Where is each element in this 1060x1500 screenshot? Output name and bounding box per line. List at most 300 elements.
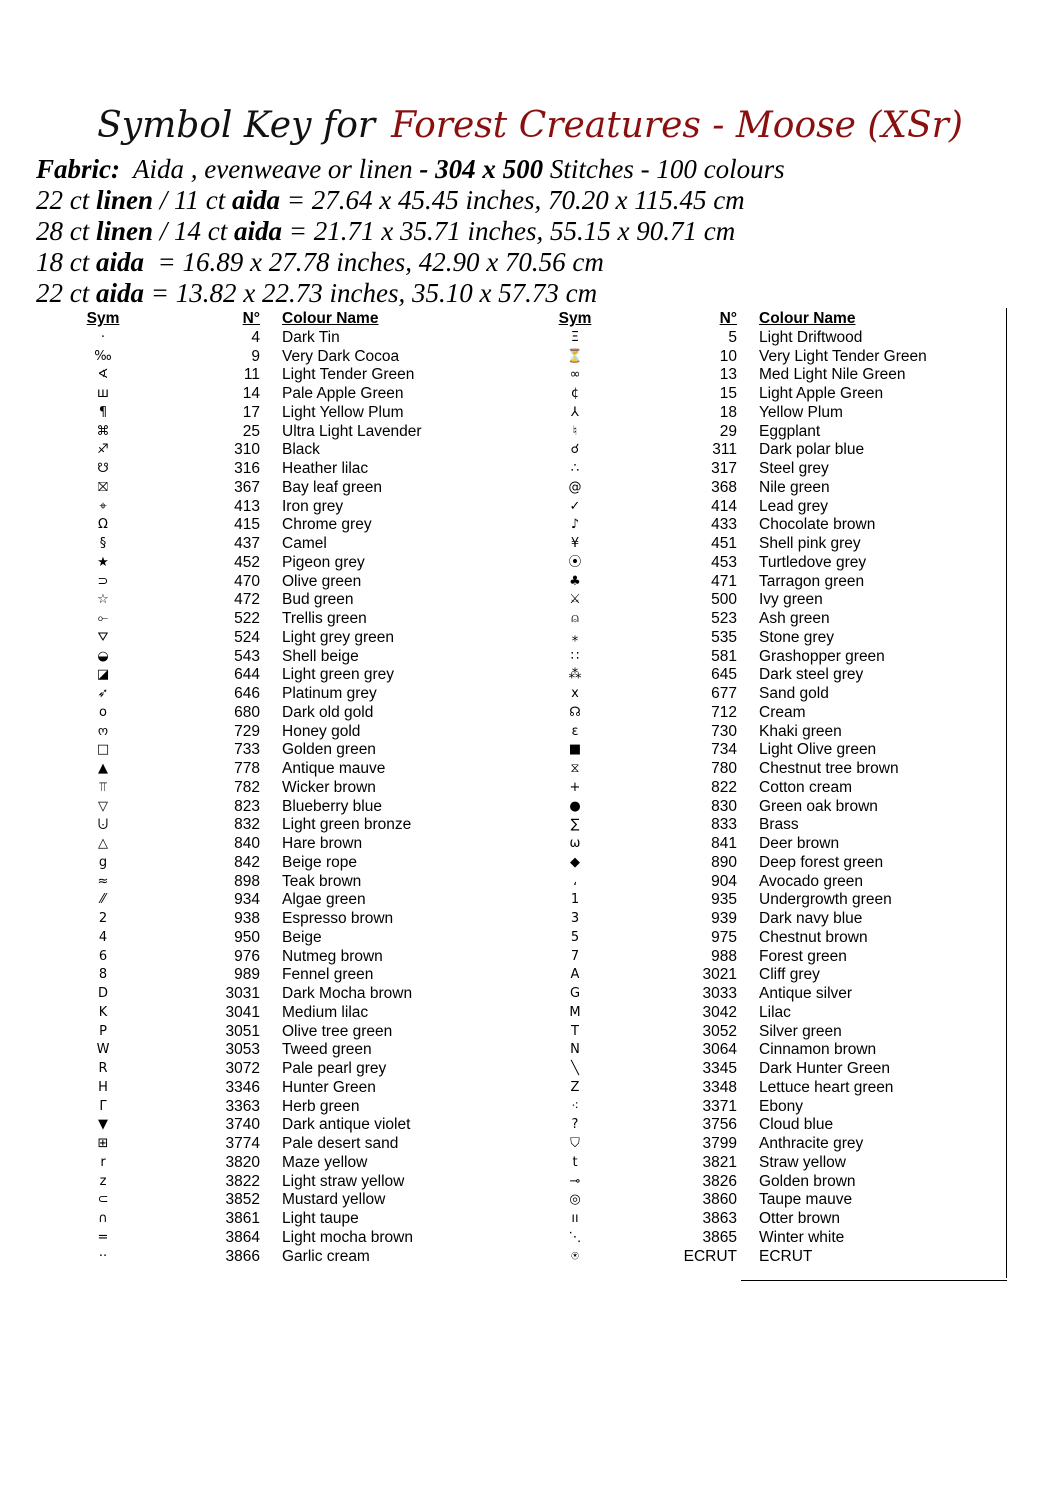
symbol-icon: ⁂ (568, 667, 582, 683)
colour-name: Pale desert sand (282, 1135, 399, 1152)
table-row (76, 1173, 502, 1192)
table-row (550, 498, 979, 517)
colour-number: 3860 (702, 1191, 737, 1209)
colour-number: 470 (234, 572, 260, 590)
table-row (550, 985, 979, 1004)
colour-name: Undergrowth green (759, 891, 892, 909)
symbol-icon: H (98, 1079, 108, 1095)
bottom-border-line (741, 1280, 1007, 1281)
table-row (550, 648, 979, 667)
table-row (550, 1191, 979, 1210)
symbol-icon: x (571, 686, 579, 701)
colour-name: Eggplant (759, 422, 821, 440)
symbol-icon: ● (569, 798, 581, 814)
table-row (76, 535, 502, 554)
colour-number: 645 (711, 666, 737, 684)
symbol-icon: ◎ (569, 1192, 581, 1208)
table-row (76, 985, 502, 1004)
colour-name: ECRUT (759, 1247, 813, 1265)
colour-name: Winter white (759, 1228, 845, 1246)
colour-name: Antique mauve (282, 760, 386, 777)
table-row (550, 385, 979, 404)
table-row (550, 366, 979, 385)
table-row (550, 891, 979, 910)
fabric-line (36, 154, 785, 185)
table-row (550, 348, 979, 367)
colour-name: Mustard yellow (282, 1191, 386, 1209)
colour-number: 3031 (225, 985, 260, 1002)
table-row (550, 1173, 979, 1192)
symbol-icon: ⚔ (569, 592, 581, 608)
symbol-icon: ? (571, 1117, 579, 1133)
colour-name: Hare brown (282, 835, 363, 852)
symbol-icon: M (569, 1004, 581, 1020)
colour-number: 472 (234, 591, 260, 609)
table-row (550, 948, 979, 967)
table-row (76, 704, 502, 723)
colour-number: 3866 (225, 1247, 260, 1265)
table-row (550, 479, 979, 498)
colour-number: 500 (711, 591, 737, 609)
table-row (550, 760, 979, 779)
symbol-icon: ◒ (97, 648, 109, 664)
table-row (550, 1004, 979, 1023)
symbol-icon: ☋ (97, 461, 109, 476)
colour-number: 3053 (225, 1041, 260, 1059)
colour-name: Sand gold (759, 685, 829, 702)
colour-name: Ebony (759, 1097, 803, 1115)
table-row (550, 1041, 979, 1060)
colour-name: Golden brown (759, 1172, 856, 1190)
title-lead: Symbol Key for (97, 105, 376, 146)
symbol-icon: N (570, 1042, 580, 1058)
colour-number: 833 (711, 816, 737, 834)
symbol-icon: ⋱ (568, 1229, 582, 1245)
colour-number: 3033 (702, 985, 737, 1002)
symbol-icon: r (100, 1154, 106, 1170)
table-row (550, 723, 979, 742)
colour-number: 938 (234, 910, 260, 927)
colour-number: 3774 (225, 1135, 260, 1152)
table-row (550, 1060, 979, 1079)
colour-number: 975 (711, 928, 737, 946)
symbol-icon: ∷ (570, 648, 580, 664)
colour-number: 11 (243, 366, 260, 384)
colour-name: Steel grey (759, 460, 829, 477)
size-line (36, 247, 785, 278)
colour-name: Light Olive green (759, 741, 877, 759)
symbol-icon: 1 (570, 892, 580, 908)
table-row (76, 385, 502, 404)
symbol-icon: R (98, 1061, 108, 1076)
colour-name: Stone grey (759, 628, 834, 646)
table-row (550, 779, 979, 798)
table-row (76, 610, 502, 629)
symbol-icon: ⏳ (566, 348, 584, 364)
colour-number: 581 (711, 647, 737, 665)
table-row (76, 873, 502, 892)
colour-number: 535 (711, 628, 737, 646)
colour-name: Black (282, 441, 320, 459)
table-row (76, 441, 502, 460)
colour-name: Cinnamon brown (759, 1041, 877, 1059)
colour-name: Nutmeg brown (282, 947, 383, 965)
colour-number: 988 (711, 947, 737, 965)
table-row (76, 479, 502, 498)
colour-number: 934 (234, 891, 260, 909)
symbol-icon: § (99, 536, 107, 551)
symbol-icon: ⧖ (570, 761, 580, 776)
stitch-count: Stitches - 100 colours (543, 154, 785, 184)
symbol-icon: 3 (570, 911, 580, 926)
table-row (550, 1248, 979, 1267)
table-row (76, 648, 502, 667)
table-row (76, 854, 502, 873)
table-row (550, 854, 979, 873)
colour-name: Light taupe (282, 1210, 359, 1227)
symbol-icon: ◆ (570, 854, 580, 870)
colour-number: 523 (711, 610, 737, 627)
colour-number: 734 (711, 741, 737, 759)
symbol-icon: · (100, 329, 106, 345)
symbol-icon: ✓ (569, 498, 581, 514)
colour-name: Grashopper green (759, 647, 885, 665)
table-row (76, 1004, 502, 1023)
colour-number: 3346 (225, 1078, 260, 1096)
colour-name: Pale Apple Green (282, 385, 404, 402)
symbol-icon: + (569, 779, 581, 795)
fabric-label: Fabric: (36, 154, 120, 184)
right-border-line (1006, 308, 1007, 1278)
table-header-row (550, 310, 979, 329)
colour-number: 778 (234, 760, 260, 777)
colour-number: 29 (719, 422, 737, 440)
symbol-icon: Γ (99, 1098, 107, 1114)
dimensions: = 21.71 x 35.71 inches, 55.15 x 90.71 cm (282, 216, 736, 246)
colour-name-header: Colour Name (759, 310, 856, 327)
symbol-icon: ≈ (97, 873, 109, 889)
colour-name: Khaki green (759, 722, 842, 740)
symbol-icon: ▼ (98, 1117, 108, 1133)
table-row (76, 1116, 502, 1135)
size-line (36, 216, 785, 247)
colour-name: Tweed green (282, 1041, 372, 1059)
sym-header: Sym (558, 310, 592, 327)
colour-name: Heather lilac (282, 460, 369, 477)
symbol-icon: ⁎ (571, 629, 579, 645)
colour-name: Chestnut tree brown (759, 760, 899, 777)
fabric-bold: aida (96, 278, 145, 308)
colour-name: Camel (282, 535, 327, 552)
table-row (76, 460, 502, 479)
table-row (550, 1210, 979, 1229)
symbol-icon: G (569, 986, 581, 1001)
fabric-bold: aida (234, 216, 283, 246)
table-row (550, 610, 979, 629)
pattern-name: Forest Creatures - Moose (XSr) (391, 105, 963, 146)
colour-name: Cliff grey (759, 966, 820, 984)
table-row (550, 929, 979, 948)
colour-number: 733 (234, 741, 260, 759)
symbol-icon: = (97, 1229, 109, 1245)
colour-number: 413 (234, 497, 260, 515)
colour-name: Honey gold (282, 722, 361, 740)
colour-number: 890 (711, 853, 737, 871)
table-row (76, 760, 502, 779)
table-row (76, 329, 502, 348)
colour-number: 3051 (225, 1022, 260, 1040)
table-row (76, 573, 502, 592)
symbol-icon: ⫪ (99, 779, 107, 795)
symbol-key-table-right (550, 310, 979, 1266)
table-row (550, 1135, 979, 1154)
table-row (76, 1154, 502, 1173)
symbol-icon: ⊞ (97, 1136, 109, 1151)
symbol-icon: ⁖ (571, 1098, 579, 1114)
table-row (76, 1135, 502, 1154)
colour-number: 841 (711, 835, 737, 852)
symbol-icon: g (98, 854, 108, 870)
symbol-icon: @ (568, 479, 582, 495)
table-row (76, 666, 502, 685)
size-line (36, 278, 785, 309)
table-row (550, 404, 979, 423)
colour-number: 3852 (225, 1191, 260, 1209)
fabric-types: Aida , evenweave or linen (133, 154, 413, 184)
table-row (550, 798, 979, 817)
page-title (0, 98, 1060, 154)
colour-name: Light Tender Green (282, 366, 415, 384)
symbol-icon: Z (570, 1079, 580, 1095)
colour-number: 646 (234, 685, 260, 702)
symbol-icon: ⅄ (571, 404, 579, 420)
table-row (76, 835, 502, 854)
colour-number: 415 (234, 516, 260, 534)
colour-name: Very Dark Cocoa (282, 347, 400, 365)
colour-number: 832 (234, 816, 260, 834)
colour-name: Brass (759, 816, 799, 834)
colour-number: 17 (242, 403, 260, 421)
colour-name: Shell beige (282, 647, 359, 665)
symbol-icon: ⊸ (569, 1173, 581, 1189)
symbol-icon: ⨃ (97, 817, 109, 833)
colour-name: Beige rope (282, 853, 357, 871)
colour-name: Dark Tin (282, 328, 340, 346)
colour-name: Straw yellow (759, 1153, 846, 1171)
table-row (76, 1079, 502, 1098)
colour-name: Green oak brown (759, 797, 878, 815)
colour-number: 3064 (702, 1041, 737, 1059)
symbol-icon: 7 (570, 948, 580, 964)
colour-number: 368 (711, 478, 737, 496)
colour-number: 25 (242, 422, 260, 440)
colour-number: 3822 (225, 1172, 260, 1190)
table-row (550, 423, 979, 442)
colour-number: 310 (234, 441, 260, 459)
symbol-icon: ო (97, 723, 109, 739)
fabric-bold: aida (96, 247, 145, 277)
table-row (76, 910, 502, 929)
colour-name: Dark navy blue (759, 910, 863, 927)
colour-name: Dark Hunter Green (759, 1060, 890, 1077)
symbol-icon: t (572, 1154, 578, 1170)
symbol-icon: ¶ (98, 404, 108, 420)
table-row (550, 816, 979, 835)
colour-name: Taupe mauve (759, 1191, 853, 1209)
symbol-icon: Ω (98, 517, 108, 533)
colour-name: Light Driftwood (759, 328, 863, 346)
size-line (36, 185, 785, 216)
colour-name: Bud green (282, 591, 354, 609)
symbol-icon: ☊ (569, 704, 581, 720)
number-header: N° (719, 310, 737, 327)
colour-number: 3740 (225, 1116, 260, 1134)
colour-name: Bay leaf green (282, 478, 382, 496)
colour-number: 3072 (225, 1060, 260, 1077)
colour-number: 680 (234, 703, 260, 721)
table-row (550, 704, 979, 723)
colour-number: 3863 (702, 1210, 737, 1227)
colour-name: Light straw yellow (282, 1172, 405, 1190)
colour-name: Cream (759, 703, 806, 721)
symbol-icon: T (571, 1023, 579, 1039)
colour-number: 3821 (702, 1153, 737, 1171)
table-row (76, 423, 502, 442)
symbol-icon: o (99, 704, 107, 720)
colour-number: 989 (234, 966, 260, 984)
colour-number: 840 (234, 835, 260, 852)
table-row (76, 685, 502, 704)
count-text: / 11 ct (153, 185, 233, 215)
colour-number: 3820 (225, 1153, 260, 1171)
colour-name: Chrome grey (282, 516, 372, 534)
table-row (550, 441, 979, 460)
symbol-icon: ⌖ (99, 498, 107, 514)
table-row (76, 629, 502, 648)
table-row (550, 666, 979, 685)
symbol-icon: ★ (97, 554, 109, 570)
symbol-icon: 6 (98, 948, 108, 964)
number-header: N° (242, 310, 260, 327)
table-row (76, 404, 502, 423)
colour-name: Light green bronze (282, 816, 412, 834)
symbol-icon: ⍝ (571, 611, 579, 626)
count-text: 28 ct (36, 216, 96, 246)
colour-number: 414 (711, 497, 737, 515)
table-row (76, 498, 502, 517)
table-row (76, 779, 502, 798)
symbol-icon: P (99, 1023, 107, 1039)
symbol-icon: ⛉ (570, 1136, 580, 1151)
table-row (76, 1041, 502, 1060)
table-row (550, 873, 979, 892)
table-row (550, 1023, 979, 1042)
colour-name: Teak brown (282, 872, 362, 890)
colour-number: 3041 (225, 1003, 260, 1021)
symbol-icon: ε (571, 723, 579, 739)
table-row (76, 741, 502, 760)
colour-number: 3363 (225, 1097, 260, 1115)
colour-name: Espresso brown (282, 910, 394, 927)
table-row (76, 1060, 502, 1079)
colour-number: 712 (711, 703, 737, 721)
symbol-icon: ▲ (98, 761, 108, 776)
colour-name: Medium lilac (282, 1003, 369, 1021)
table-row (550, 1229, 979, 1248)
colour-number: 3348 (702, 1078, 737, 1096)
colour-name: Iron grey (282, 497, 344, 515)
symbol-icon: 4 (98, 929, 108, 945)
colour-name: Maze yellow (282, 1153, 368, 1171)
colour-number: ECRUT (683, 1247, 737, 1265)
symbol-icon: ♪ (570, 517, 580, 533)
symbol-icon: ıı (571, 1211, 579, 1226)
table-row (76, 1248, 502, 1267)
colour-name: Tarragon green (759, 572, 865, 590)
table-row (76, 1191, 502, 1210)
colour-number: 367 (234, 478, 260, 496)
colour-name: Dark old gold (282, 703, 374, 721)
colour-number: 976 (234, 947, 260, 965)
colour-name: Deep forest green (759, 853, 884, 871)
colour-number: 904 (711, 872, 737, 890)
count-text: 22 ct (36, 278, 96, 308)
table-row (76, 798, 502, 817)
colour-number: 3799 (702, 1135, 737, 1152)
symbol-icon: ¢ (570, 386, 580, 401)
colour-number: 822 (711, 778, 737, 796)
symbol-icon: ■ (568, 742, 582, 758)
symbol-key-table-left (76, 310, 502, 1266)
table-row (76, 1229, 502, 1248)
colour-number: 543 (234, 647, 260, 665)
colour-number: 15 (719, 385, 737, 402)
colour-number: 524 (234, 628, 260, 646)
table-row (550, 966, 979, 985)
fabric-bold: aida (232, 185, 281, 215)
symbol-icon: ☌ (570, 442, 580, 458)
table-row (76, 591, 502, 610)
table-row (550, 1098, 979, 1117)
colour-number: 3371 (702, 1097, 737, 1115)
symbol-icon: △ (98, 836, 108, 851)
symbol-icon: ☆ (97, 592, 109, 608)
symbol-icon: ♮ (572, 423, 578, 439)
colour-number: 14 (242, 385, 260, 402)
table-row (550, 516, 979, 535)
symbol-icon: ∩ (98, 1211, 108, 1226)
colour-name: Cotton cream (759, 778, 853, 796)
colour-name: Dark antique violet (282, 1116, 411, 1134)
colour-number: 3052 (702, 1022, 737, 1040)
colour-name: Olive green (282, 572, 362, 590)
colour-number: 3345 (702, 1060, 737, 1077)
table-row (76, 816, 502, 835)
symbol-icon: 5 (570, 929, 580, 945)
dimensions: = 27.64 x 45.45 inches, 70.20 x 115.45 cm (280, 185, 745, 215)
colour-name: Platinum grey (282, 685, 377, 702)
symbol-icon: ⊃ (97, 573, 109, 589)
colour-name: Cloud blue (759, 1116, 834, 1134)
symbol-icon: □ (96, 742, 110, 758)
colour-name: Chocolate brown (759, 516, 876, 534)
colour-number: 730 (711, 722, 737, 740)
colour-name: Wicker brown (282, 778, 376, 796)
table-row (550, 685, 979, 704)
colour-number: 3021 (702, 966, 737, 984)
colour-name: Blueberry blue (282, 797, 382, 815)
table-row (76, 948, 502, 967)
